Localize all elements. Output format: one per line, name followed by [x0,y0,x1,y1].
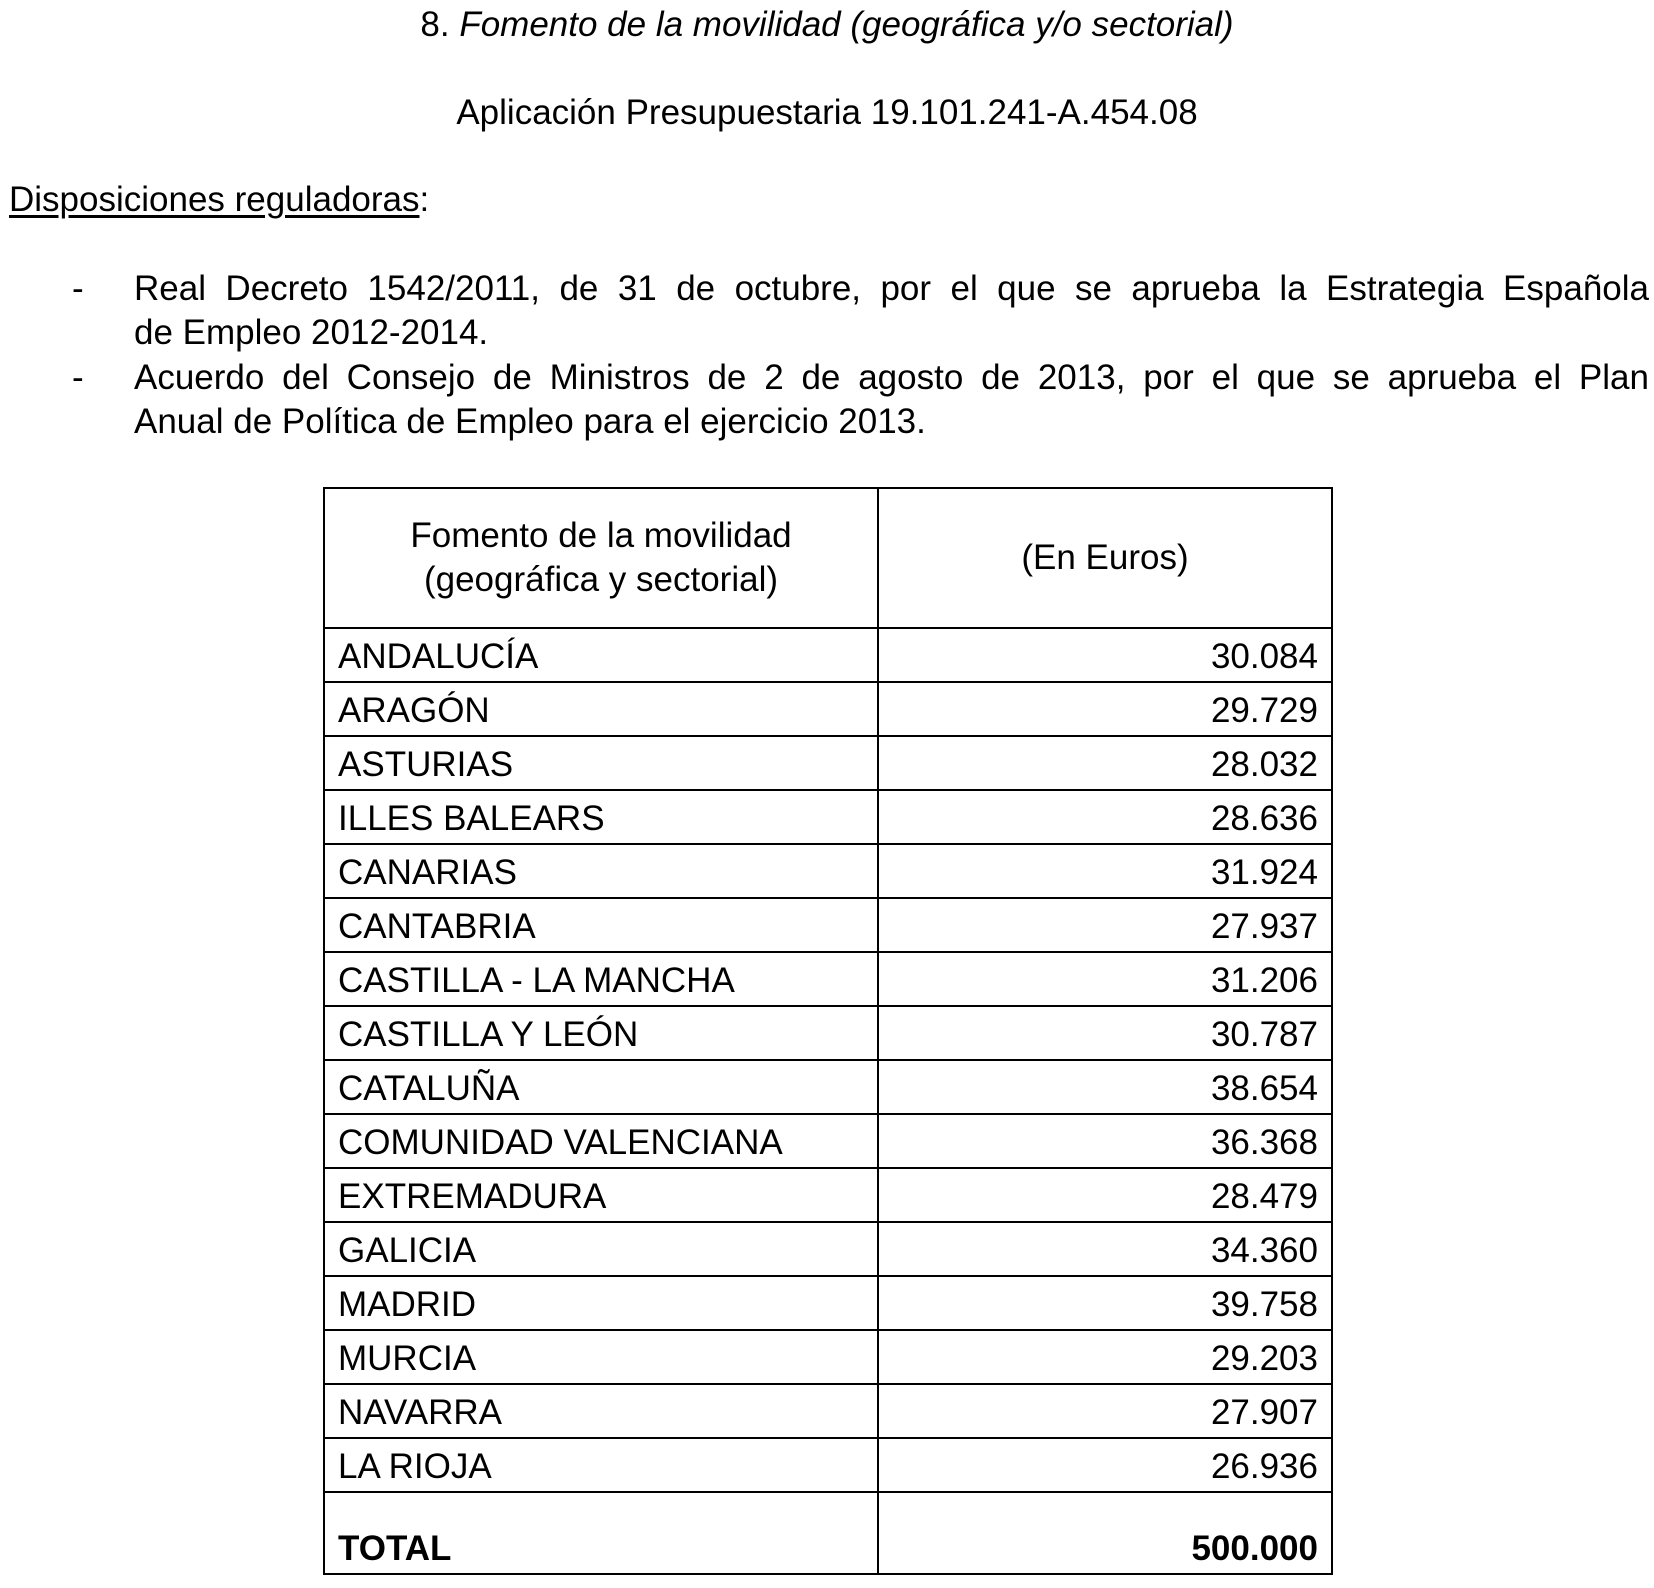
section-title: Fomento de la movilidad (geográfica y/o sectorial) [459,5,1234,44]
region-cell: ARAGÓN [324,682,878,736]
region-cell: ASTURIAS [324,736,878,790]
amount-cell: 31.924 [878,844,1332,898]
region-cell: CASTILLA Y LEÓN [324,1006,878,1060]
header-region-line: (geográfica y sectorial) [423,560,779,599]
regulation-line: Real Decreto 1542/2011, de 31 de octubre, por el que se aprueba la Estrategia Española [134,269,1649,308]
table-row [324,1168,1332,1222]
allocation-table [323,487,1333,1575]
region-cell: EXTREMADURA [324,1168,878,1222]
regulations-heading [9,180,429,220]
table-row [324,844,1332,898]
amount-cell: 36.368 [878,1114,1332,1168]
region-cell: ANDALUCÍA [324,628,878,682]
table-header-row [324,488,1332,628]
table-row [324,1276,1332,1330]
regulation-item [0,356,1654,444]
table-row [324,1060,1332,1114]
budget-application-line: Aplicación Presupuestaria 19.101.241-A.454.08 [456,93,1198,132]
region-cell: MADRID [324,1276,878,1330]
amount-cell: 29.729 [878,682,1332,736]
list-bullet: - [72,269,84,308]
region-cell: CASTILLA - LA MANCHA [324,952,878,1006]
regulation-item [0,267,1654,355]
region-cell: CANARIAS [324,844,878,898]
table-row [324,1438,1332,1492]
total-label: TOTAL [324,1492,878,1574]
amount-cell: 28.636 [878,790,1332,844]
section-number: 8. [420,5,460,44]
regulation-line: Acuerdo del Consejo de Ministros de 2 de agosto de 2013, por el que se aprueba el Plan [134,358,1649,397]
regulation-text [134,356,1649,444]
table-row [324,628,1332,682]
table-row [324,952,1332,1006]
regulation-text [134,267,1649,355]
region-cell: COMUNIDAD VALENCIANA [324,1114,878,1168]
header-region [324,488,878,628]
regulations-label: Disposiciones reguladoras [9,180,420,219]
amount-cell: 28.479 [878,1168,1332,1222]
region-cell: CANTABRIA [324,898,878,952]
amount-cell: 29.203 [878,1330,1332,1384]
region-cell: ILLES BALEARS [324,790,878,844]
regulation-line: de Empleo 2012-2014. [134,313,489,352]
table-body [324,628,1332,1574]
table-row [324,1384,1332,1438]
region-cell: MURCIA [324,1330,878,1384]
amount-cell: 28.032 [878,736,1332,790]
table-row [324,1114,1332,1168]
amount-cell: 30.787 [878,1006,1332,1060]
table-row [324,1330,1332,1384]
region-cell: NAVARRA [324,1384,878,1438]
amount-cell: 38.654 [878,1060,1332,1114]
table-row [324,736,1332,790]
amount-cell: 26.936 [878,1438,1332,1492]
amount-cell: 27.907 [878,1384,1332,1438]
region-cell: CATALUÑA [324,1060,878,1114]
table-row [324,790,1332,844]
table-row [324,682,1332,736]
table-row [324,898,1332,952]
list-bullet: - [72,358,84,397]
table-row [324,1222,1332,1276]
region-cell: LA RIOJA [324,1438,878,1492]
table-row [324,1006,1332,1060]
region-cell: GALICIA [324,1222,878,1276]
amount-cell: 30.084 [878,628,1332,682]
section-heading [0,5,1654,45]
amount-cell: 31.206 [878,952,1332,1006]
regulation-line: Anual de Política de Empleo para el ejercicio 2013. [134,402,926,441]
amount-cell: 34.360 [878,1222,1332,1276]
total-amount: 500.000 [878,1492,1332,1574]
header-amount: (En Euros) [878,488,1332,628]
regulations-list [0,267,1654,445]
header-region-line: Fomento de la movilidad [410,516,792,555]
regulations-label-colon: : [419,180,430,219]
table-total-row [324,1492,1332,1574]
amount-cell: 27.937 [878,898,1332,952]
amount-cell: 39.758 [878,1276,1332,1330]
